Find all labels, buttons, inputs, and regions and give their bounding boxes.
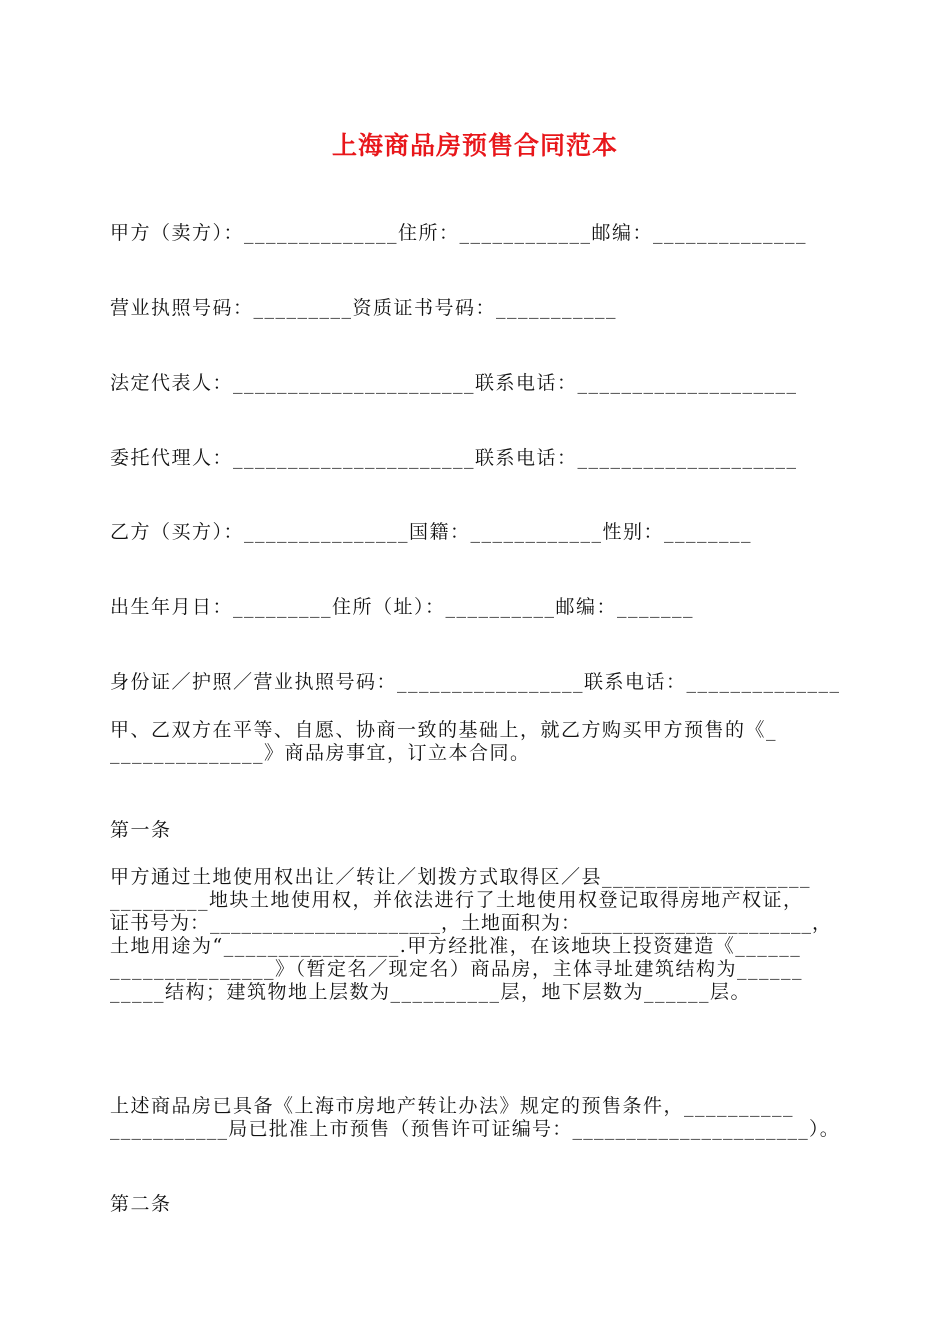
paragraph-line: 甲方通过土地使用权出让／转让／划拨方式取得区／县___________________ bbox=[110, 866, 812, 888]
document-title: 上海商品房预售合同范本 bbox=[331, 131, 618, 160]
article-1-heading: 第一条 bbox=[110, 819, 172, 841]
paragraph-line: _________地块土地使用权，并依法进行了土地使用权登记取得房地产权证， bbox=[110, 889, 804, 911]
article-1-paragraph-2 bbox=[110, 1095, 845, 1141]
article-1-paragraph-1 bbox=[110, 866, 845, 1004]
intro-paragraph bbox=[110, 719, 845, 765]
buyer-info-line: 乙方（买方）：_______________国籍：____________性别：________ bbox=[110, 521, 753, 543]
paragraph-line: 上述商品房已具备《上海市房地产转让办法》规定的预售条件，__________ bbox=[110, 1095, 795, 1117]
id-number-line: 身份证／护照／营业执照号码：_________________联系电话：______________ bbox=[110, 671, 841, 693]
intro-line: 甲、乙双方在平等、自愿、协商一致的基础上，就乙方购买甲方预售的《_ bbox=[110, 719, 778, 741]
seller-info-line: 甲方（卖方）：______________住所：____________邮编：______________ bbox=[110, 222, 808, 244]
paragraph-line: 证书号为：______________________，土地面积为：______________________， bbox=[110, 912, 833, 934]
paragraph-line: ___________局已批准上市预售（预售许可证编号：______________________）。 bbox=[110, 1118, 841, 1140]
agent-line: 委托代理人：______________________联系电话：____________________ bbox=[110, 447, 798, 469]
intro-line: ______________》商品房事宜，订立本合同。 bbox=[110, 742, 531, 764]
business-license-line: 营业执照号码：_________资质证书号码：___________ bbox=[110, 297, 618, 319]
birth-address-line: 出生年月日：_________住所（址）：__________邮编：_______ bbox=[110, 596, 695, 618]
article-2-heading: 第二条 bbox=[110, 1193, 172, 1215]
paragraph-line: _____结构；建筑物地上层数为__________层，地下层数为______层。 bbox=[110, 981, 752, 1003]
paragraph-line: 土地用途为“________________.甲方经批准，在该地块上投资建造《______ bbox=[110, 935, 802, 957]
paragraph-line: _______________》（暂定名／现定名）商品房，主体寻址建筑结构为______ bbox=[110, 958, 804, 980]
legal-representative-line: 法定代表人：______________________联系电话：____________________ bbox=[110, 372, 798, 394]
